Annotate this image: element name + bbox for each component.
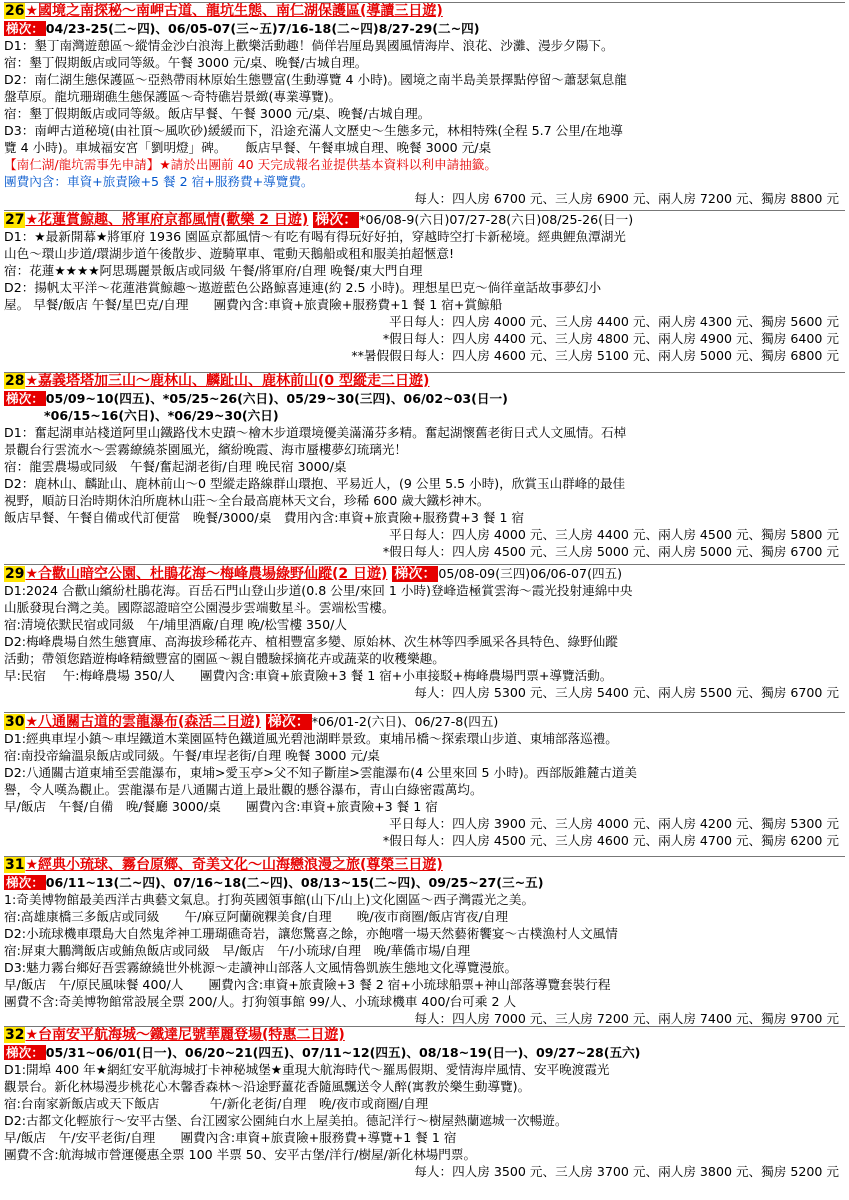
- schedule-dates: 05/08-09(三四)06/06-07(四五): [438, 566, 623, 581]
- tour-title-text: ★合歡山暗空公園、杜鵑花海～梅峰農場綠野仙蹤(2 日遊): [25, 566, 388, 582]
- schedule-line: [4, 1044, 845, 1061]
- itinerary-line: D2:古都文化輕旅行～安平古堡、台江國家公園純白水上屋美拍。德記洋行～樹屋熱蘭遮城一次暢遊。: [4, 1113, 568, 1128]
- itinerary-line: 團費不含:航海城市營運優惠全票 100 半票 50、安平古堡/洋行/樹屋/新化林場門票。: [4, 1147, 477, 1162]
- price-line: *假日每人：四人房 4500 元、三人房 5000 元、兩人房 5000 元、獨房 6700 元: [382, 544, 839, 559]
- itinerary-line: D2:梅峰農場自然生態寶庫、高海拔珍稀花卉、植相豐富多變、原始林、次生林等四季風采各具特色、綠野仙蹤: [4, 634, 618, 649]
- schedule-tag: 梯次：: [394, 566, 437, 582]
- schedule-tag: 梯次：: [315, 212, 358, 228]
- tour-number: 32: [5, 1027, 25, 1043]
- schedule-line: [4, 874, 845, 891]
- itinerary-line: 宿：墾丁假期飯店或同等級。飯店早餐、午餐 3000 元/桌、晚餐/古城自理。: [4, 106, 431, 121]
- itinerary-line: 宿:屏東大鵬灣飯店或鮪魚飯店或同級 早/飯店 午/小琉球/自理 晚/華僑市場/自理: [4, 943, 471, 958]
- itinerary-line: 景觀台行雲流水～雲霧繚繞茶園風光，繽紛晚霞、海市蜃樓夢幻琉璃光！: [4, 442, 407, 457]
- price-line: **暑假假日每人：四人房 4600 元、三人房 5100 元、兩人房 5000 元、獨房 6800 元: [351, 348, 839, 363]
- tour-32: [4, 1026, 845, 1180]
- price-line: 每人：四人房 3500 元、三人房 3700 元、兩人房 3800 元、獨房 5200 元: [414, 1164, 839, 1179]
- itinerary-line: 團費不含:奇美博物館常設展全票 200/人。打狗領事館 99/人、小琉球機車 400/台可乘 2 人: [4, 994, 517, 1009]
- itinerary-line: 山色～環山步道/環湖步道午後散步、遊騎單車、電動天鵝船或租和服美拍超愜意!: [4, 246, 455, 261]
- schedule-dates: 05/31~06/01(日一)、06/20~21(四五)、07/11~12(四五)、08/18~19(日一)、09/27~28(五六): [45, 1045, 641, 1060]
- tour-29: [4, 564, 845, 701]
- schedule-dates: *06/01-2(六日)、06/27-8(四五): [311, 714, 499, 729]
- itinerary-line: 早/飯店 午/安平老街/自理 團費內含:車資+旅責險+服務費+導覽+1 餐 1 宿: [4, 1130, 457, 1145]
- itinerary-line: D2:八通關古道東埔至雲龍瀑布，東埔>愛玉亭>父不知子斷崖>雲龍瀑布(4 公里來回 5 小時)。西部版錐麓古道美: [4, 765, 638, 780]
- itinerary-line: 覽 4 小時)。車城福安宮「劉明燈」碑。 飯店早餐、午餐車城自理、晚餐 3000 元/桌: [4, 140, 492, 155]
- price-line: 每人：四人房 5300 元、三人房 5400 元、兩人房 5500 元、獨房 6700 元: [414, 685, 839, 700]
- tour-number: 29: [5, 566, 25, 582]
- itinerary-line: 屋。 早餐/飯店 午餐/星巴克/自理 團費內含:車資+旅責險+服務費+1 餐 1 宿+賞鯨船: [4, 297, 503, 312]
- tour-27: [4, 210, 845, 364]
- tour-title-text: ★台南安平航海城～鐵達尼號華麗登場(特惠二日遊): [25, 1027, 345, 1043]
- tour-title: [4, 373, 845, 390]
- itinerary-line: D2：南仁湖生態保護區～亞熱帶雨林原始生態豐富(生動導覽 4 小時)。國境之南半島美景擇點停留～蕭瑟氣息龍: [4, 72, 627, 87]
- price-line: *假日每人：四人房 4500 元、三人房 4600 元、兩人房 4700 元、獨房 6200 元: [382, 833, 839, 848]
- itinerary-line: 早/飯店 午/原民風味餐 400/人 團費內含:車資+旅責險+3 餐 2 宿+小琉球船票+神山部落導覽套裝行程: [4, 977, 611, 992]
- tour-title-text: ★經典小琉球、霧台原鄉、奇美文化～山海戀浪漫之旅(尊榮三日遊): [25, 857, 443, 873]
- itinerary-line: 宿:台南家新飯店或天下飯店 午/新化老街/自理 晚/夜市或商圈/自理: [4, 1096, 429, 1111]
- tour-number: 27: [5, 212, 25, 228]
- tour-title-text: ★嘉義塔塔加三山～鹿林山、麟趾山、鹿林前山(0 型縱走二日遊): [25, 373, 430, 389]
- price-line: 每人：四人房 6700 元、三人房 6900 元、兩人房 7200 元、獨房 8800 元: [414, 191, 839, 206]
- itinerary-line: D2:小琉球機車環島大自然鬼斧神工珊瑚礁奇岩，讓您驚喜之餘，亦飽嚐一場天然藝術饗宴～古樸漁村人文風情: [4, 926, 618, 941]
- schedule-dates: 05/09~10(四五)、*05/25~26(六日)、05/29~30(三四)、06/02~03(日一): [45, 391, 508, 406]
- itinerary-line: D3:魅力霧台鄉好吾雲霧繚繞世外桃源～走讀神山部落人文風情魯凱族生態地文化導覽漫旅。: [4, 960, 518, 975]
- fee-includes: 團費內含：車資+旅責險+5 餐 2 宿+服務費+導覽費。: [4, 174, 314, 189]
- schedule-dates-2: *06/15~16(六日)、*06/29~30(六日): [44, 408, 279, 423]
- tour-30: [4, 712, 845, 849]
- tour-title: [4, 565, 845, 582]
- tour-title: [4, 857, 845, 874]
- itinerary-line: 宿：墾丁假期飯店或同等級。午餐 3000 元/桌、晚餐/古城自理。: [4, 55, 368, 70]
- itinerary-line: 早/飯店 午餐/自備 晚/餐廳 3000/桌 團費內含:車資+旅責險+3 餐 1 宿: [4, 799, 438, 814]
- tour-title: [4, 1027, 845, 1044]
- itinerary-line: 盤草原。龍坑珊瑚礁生態保護區～奇特礁岩景緻(專業導覽)。: [4, 89, 342, 104]
- itinerary-line: 宿:清境依默民宿或同級 午/埔里酒廠/自理 晚/松雪樓 350/人: [4, 617, 347, 632]
- itinerary-line: D3：南岬古道秘境(由社頂～風吹砂)緩緩而下，沿途充滿人文歷史～生態多元，林相特殊(全程 5.7 公里/在地導: [4, 123, 623, 138]
- schedule-tag: 梯次：: [6, 875, 44, 890]
- application-note: 【南仁湖/龍坑需事先申請】★請於出團前 40 天完成報名並提供基本資料以利申請抽籤。: [4, 157, 497, 172]
- itinerary-line: D2：鹿林山、麟趾山、鹿林前山～0 型縱走路線群山環抱、平易近人，(9 公里 5.5 小時)，欣賞玉山群峰的最佳: [4, 476, 626, 491]
- itinerary-line: 活動；帶領您踏遊梅峰精緻豐富的園區～親自體驗採摘花卉或蔬菜的收穫樂趣。: [4, 651, 445, 666]
- itinerary-line: 譽，令人嘆為觀止。雲龍瀑布是八通關古道上最壯觀的懸谷瀑布，青山白綠密霞萬均。: [4, 782, 483, 797]
- tour-28: [4, 372, 845, 560]
- price-line: 平日每人：四人房 4000 元、三人房 4400 元、兩人房 4500 元、獨房 5800 元: [389, 527, 839, 542]
- tour-number: 28: [5, 373, 25, 389]
- itinerary-line: 視野，順訪日治時期休泊所鹿林山莊～全台最高鹿林天文台，珍稀 600 歲大鐵杉神木。: [4, 493, 490, 508]
- itinerary-line: D1：墾丁南灣遊憩區～縱情金沙白浪海上歡樂活動趣！倘佯岩厘島異國風情海岸、浪花、沙灘、漫步夕陽下。: [4, 38, 614, 53]
- tour-number: 31: [5, 857, 25, 873]
- itinerary-line: D1:開埠 400 年★網紅安平航海城打卡神秘城堡★重現大航海時代～羅馬假期、愛情海岸風情、安平晚渡霞光: [4, 1062, 610, 1077]
- tour-title-text: ★八通關古道的雲龍瀑布(森活二日遊): [25, 714, 261, 730]
- schedule-tag: 梯次：: [6, 21, 44, 36]
- schedule-dates: *06/08-9(六日)07/27-28(六日)08/25-26(日一): [359, 212, 634, 227]
- tour-title: [4, 713, 845, 730]
- schedule-line: [4, 20, 845, 37]
- itinerary-line: 宿：龍雲農場或同級 午餐/奮起湖老街/自理 晚民宿 3000/桌: [4, 459, 347, 474]
- tour-31: [4, 856, 845, 1027]
- tour-title: [4, 211, 845, 228]
- itinerary-line: D1:2024 合歡山繽紛杜鵑花海。百岳石門山登山步道(0.8 公里/來回 1 小時)登峰造極賞雲海～霞光投射連綿中央: [4, 583, 633, 598]
- schedule-tag: 梯次：: [267, 714, 310, 730]
- itinerary-line: 宿:高雄康橋三多飯店或同級 午/麻豆阿蘭碗粿美食/自理 晚/夜市商圈/飯店宵夜/自理: [4, 909, 509, 924]
- schedule-dates: 04/23-25(二~四)、06/05-07(三~五)7/16-18(二~四)8/27-29(二~四): [45, 21, 480, 36]
- tour-title-text: ★國境之南探秘～南岬古道、龍坑生態、南仁湖保護區(導讀三日遊): [25, 3, 443, 19]
- itinerary-line: D1：奮起湖車站棧道阿里山鐵路伐木史蹟～檜木步道環境優美滿滿芬多精。奮起湖懷舊老街日式人文風情。石棹: [4, 425, 627, 440]
- itinerary-line: 宿：花蓮★★★★阿思瑪麗景飯店或同級 午餐/將軍府/自理 晚餐/東大門自理: [4, 263, 423, 278]
- itinerary-line: 飯店早餐、午餐自備或代訂便當 晚餐/3000/桌 費用內含:車資+旅責險+服務費+3 餐 1 宿: [4, 510, 525, 525]
- tour-26: [4, 2, 845, 207]
- itinerary-line: 1:奇美博物館最美西洋古典藝文氣息。打狗英國領事館(山下/山上)文化園區～西子灣霞光之美。: [4, 892, 535, 907]
- itinerary-line: D2：揚帆太平洋～花蓮港賞鯨趣～遨遊藍色公路鯨喜連連(約 2.5 小時)。理想星巴克～倘徉童話故事夢幻小: [4, 280, 602, 295]
- tour-title: [4, 3, 845, 20]
- itinerary-line: 宿:南投帝綸溫泉飯店或同級。午餐/車埕老街/自理 晚餐 3000 元/桌: [4, 748, 380, 763]
- schedule-tag: 梯次：: [6, 391, 44, 406]
- price-line: *假日每人：四人房 4400 元、三人房 4800 元、兩人房 4900 元、獨房 6400 元: [382, 331, 839, 346]
- itinerary-line: D1:經典車埕小鎮～車埕鐵道木業園區特色鐵道風光碧池湖畔景致。東埔吊橋～探索環山步道、東埔部落巡禮。: [4, 731, 618, 746]
- price-line: 平日每人：四人房 3900 元、三人房 4000 元、兩人房 4200 元、獨房 5300 元: [389, 816, 839, 831]
- schedule-tag: 梯次：: [6, 1045, 44, 1060]
- tour-number: 26: [5, 3, 25, 19]
- tour-title-text: ★花蓮賞鯨趣、將軍府京都風情(歡樂 2 日遊): [25, 212, 309, 228]
- schedule-line: [4, 390, 845, 407]
- tour-number: 30: [5, 714, 25, 730]
- itinerary-line: 早:民宿 午:梅峰農場 350/人 團費內含:車資+旅責險+3 餐 1 宿+小車接駁+梅峰農場門票+導覽活動。: [4, 668, 613, 683]
- itinerary-line: 山脈發現台灣之美。國際認證暗空公園漫步雲端數星斗。雲端松雪樓。: [4, 600, 395, 615]
- price-line: 平日每人：四人房 4000 元、三人房 4400 元、兩人房 4300 元、獨房 5600 元: [389, 314, 839, 329]
- itinerary-line: D1：★最新開幕★將軍府 1936 園區京都風情～有吃有喝有得玩好好拍，穿越時空打卡新秘境。經典鯉魚潭湖光: [4, 229, 626, 244]
- itinerary-line: 觀景台。新化林場漫步桃花心木馨香森林～沿途野薑花香隨風飄送令人醉(寓教於樂生動導覽)。: [4, 1079, 531, 1094]
- price-line: 每人：四人房 7000 元、三人房 7200 元、兩人房 7400 元、獨房 9700 元: [414, 1011, 839, 1026]
- schedule-dates: 06/11~13(二~四)、07/16~18(二~四)、08/13~15(二~四)、09/25~27(三~五): [45, 875, 544, 890]
